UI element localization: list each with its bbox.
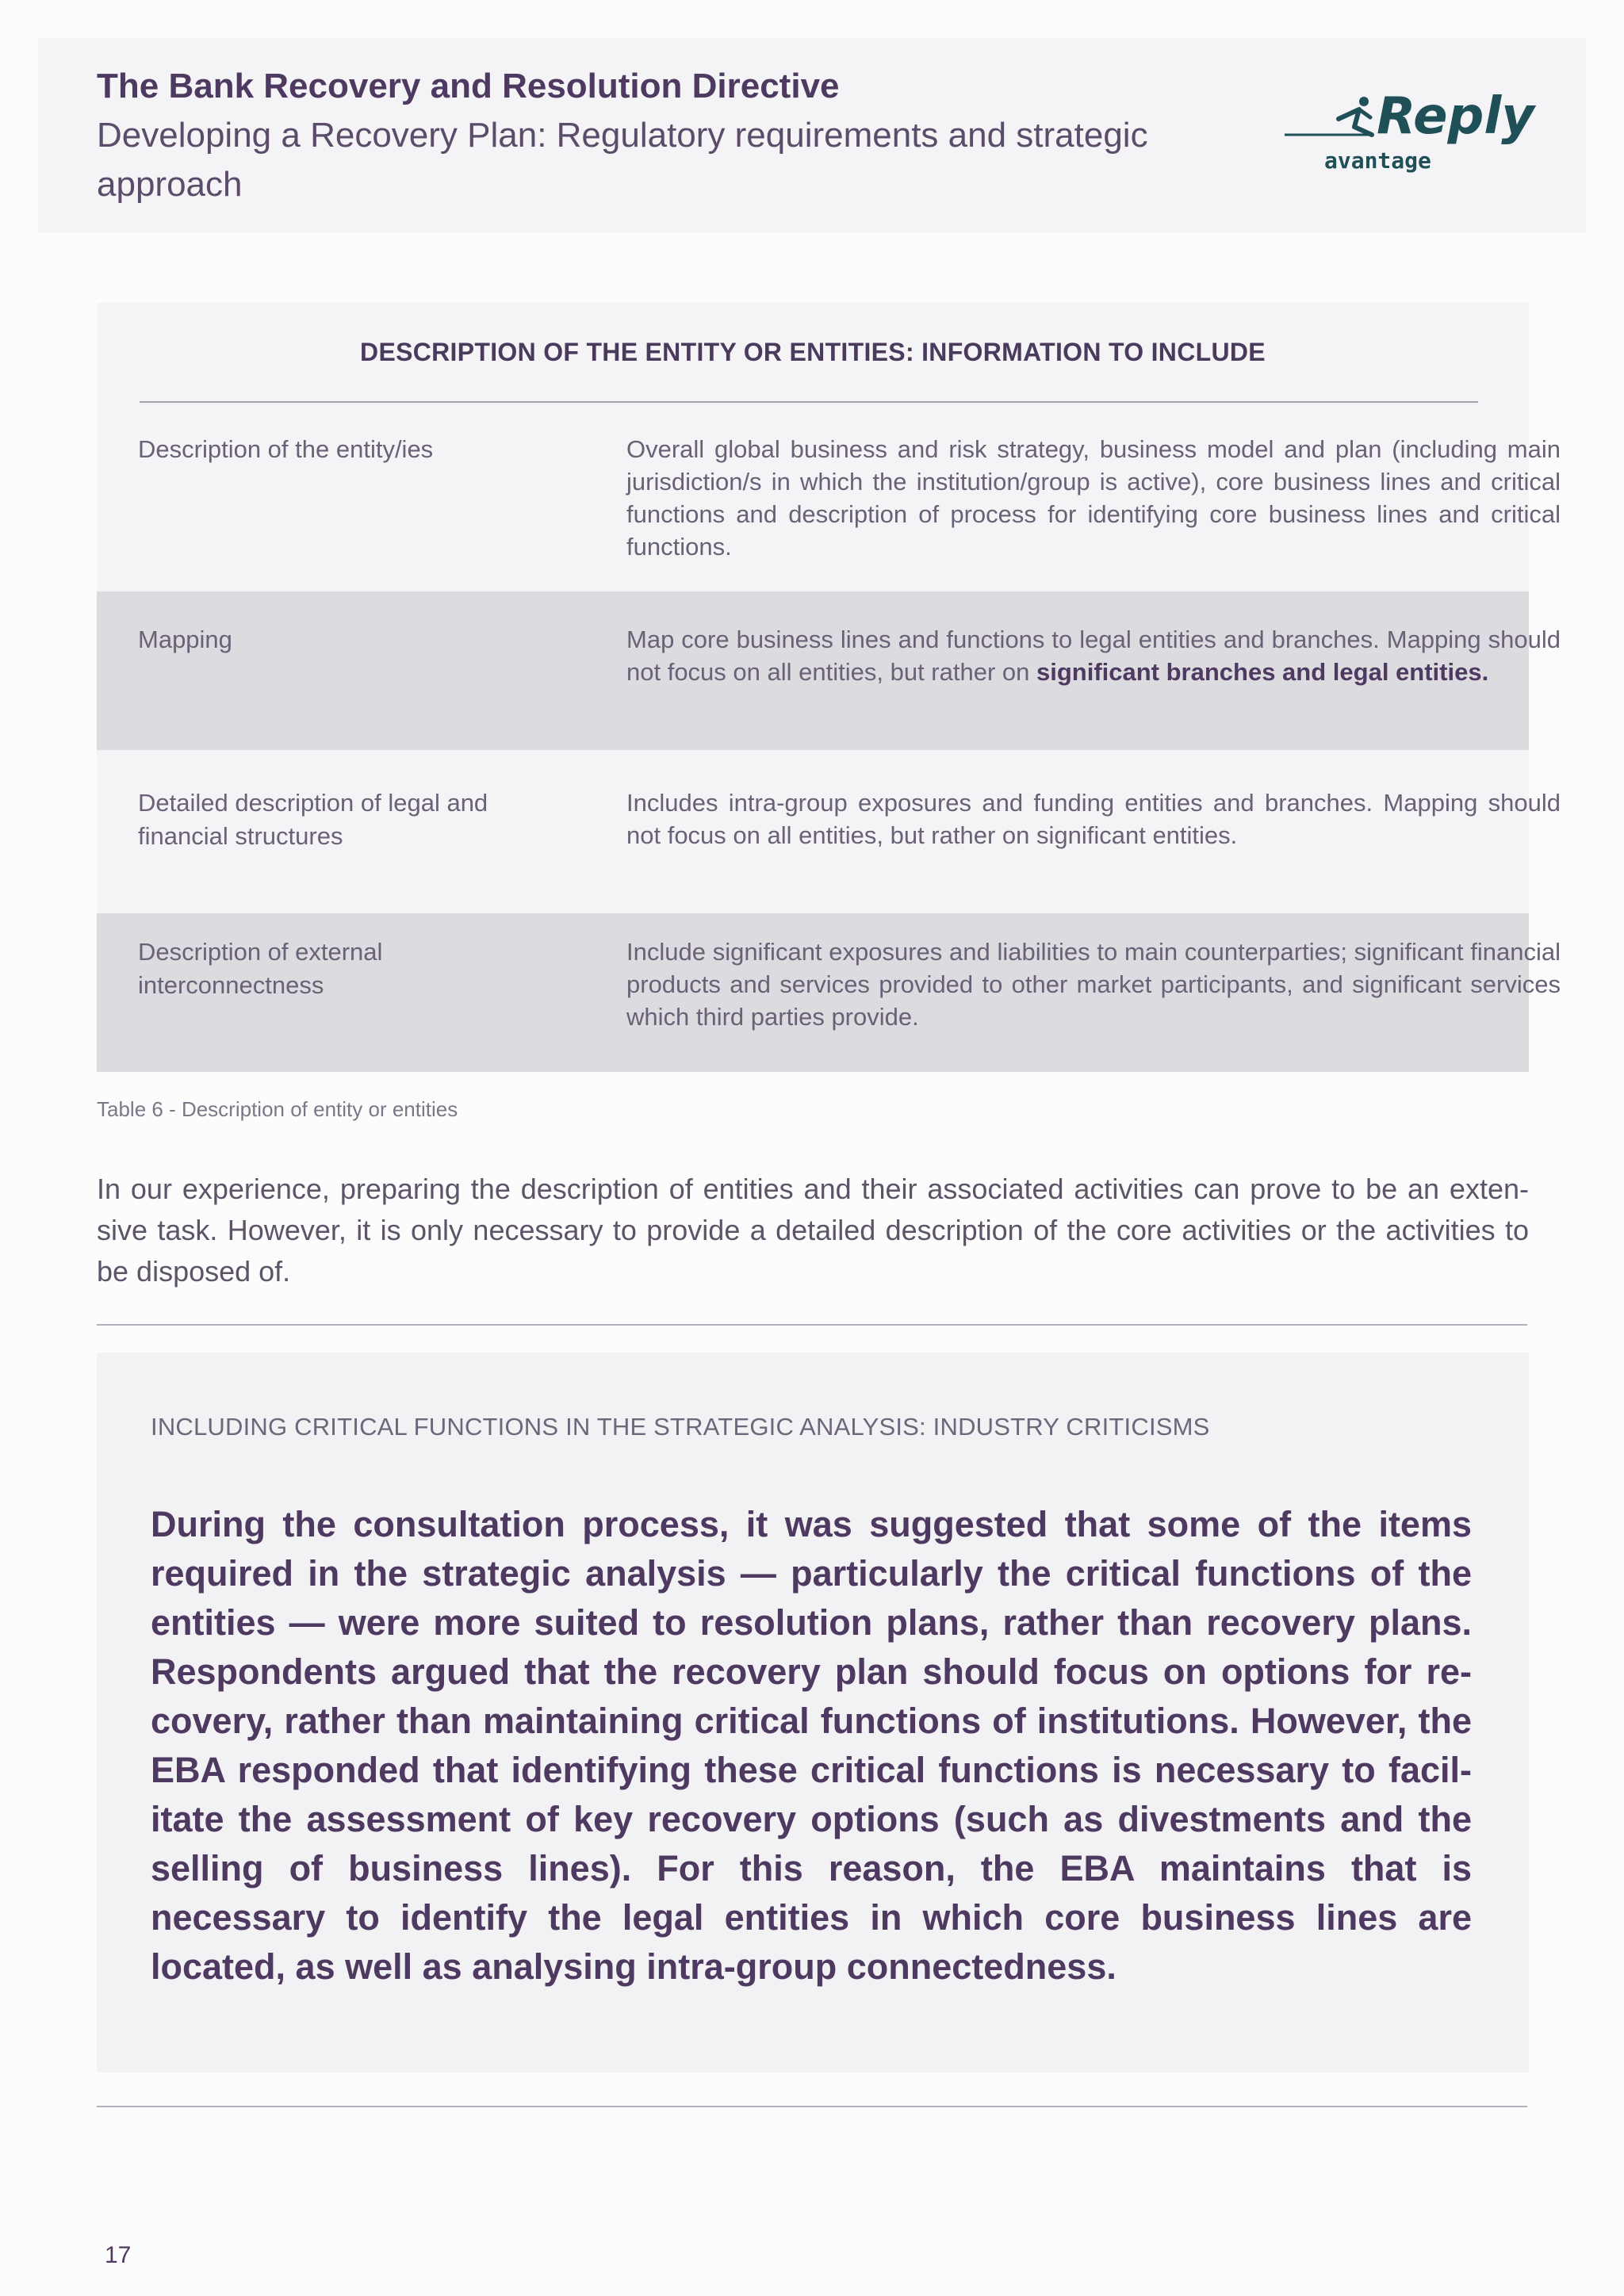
row-label: Description of external interconnectness (138, 938, 383, 999)
page-number: 17 (105, 2242, 132, 2268)
table-row (97, 591, 1561, 750)
table-row (97, 913, 1561, 1072)
entity-description-table (97, 303, 1561, 1072)
row-description (626, 623, 1561, 688)
logo-wordmark: Reply (1377, 87, 1534, 146)
table-heading: DESCRIPTION OF THE ENTITY OR ENTITIES: INFORMATION TO INCLUDE (360, 338, 1266, 366)
row-label: Detailed description of legal and financial structures (138, 789, 488, 850)
runner-logo-icon (1283, 86, 1568, 181)
document-subtitle: Developing a Recovery Plan: Regulatory requirements and strategic approach (97, 116, 1148, 204)
section-divider (97, 2106, 1527, 2107)
row-description: Includes intra-group exposures and funding entities and branches. Mapping should not focus on all entities, but rather on significant entities. (626, 789, 1561, 849)
callout-body: During the consultation process, it was suggested that some of the items required in the strategic analysis — particularly the critical functions of the entities — were more suited to resolution plans, rather than recovery plans. Respondents argued that the recovery plan should focus on options for recovery, rather than maintaining critical functions of institutions. However, the EBA responded that identifying these critical functions is necessary to facilitate the assessment of key recovery options (such as divestments and the selling of business lines). For this reason, the EBA maintains that is necessary to identify the legal entities in which core business lines are located, as well as analysing intra-group connectedness. (151, 1504, 1472, 1987)
industry-criticisms-callout (97, 1353, 1529, 2072)
table-header (97, 303, 1529, 403)
table-caption: Table 6 - Description of entity or entities (97, 1097, 458, 1121)
row-label: Mapping (138, 626, 232, 653)
intro-paragraph: In our experience, preparing the description of entities and their associated activities can prove to be an extensive task. However, it is only necessary to provide a detailed description of the core activities or the activities to be disposed of. (97, 1173, 1529, 1288)
row-description: Include significant exposures and liabilities to main counterparties; significant financial products and services provided to other market participants, and significant services which third parties provide. (626, 938, 1561, 1031)
row-description-text: Map core business lines and functions to legal entities and branches. Mapping should not focus on all entities, but rather on (626, 626, 1561, 686)
table-row (97, 750, 1561, 913)
row-description: Overall global business and risk strategy, business model and plan (including main jurisdiction/s in which the institution/group is active), core business lines and critical functions and description of process for identifying core business lines and critical functions. (626, 435, 1561, 561)
callout-heading: INCLUDING CRITICAL FUNCTIONS IN THE STRATEGIC ANALYSIS: INDUSTRY CRITICISMS (151, 1413, 1210, 1441)
table-row (97, 403, 1561, 591)
page-header (38, 38, 1586, 233)
row-label: Description of the entity/ies (138, 435, 434, 463)
reply-avantage-logo (1283, 86, 1568, 181)
section-divider (97, 1324, 1527, 1326)
logo-subtext: avantage (1324, 147, 1431, 174)
document-title: The Bank Recovery and Resolution Directive (97, 67, 840, 105)
row-description-emphasis: significant branches and legal entities. (1036, 658, 1489, 686)
